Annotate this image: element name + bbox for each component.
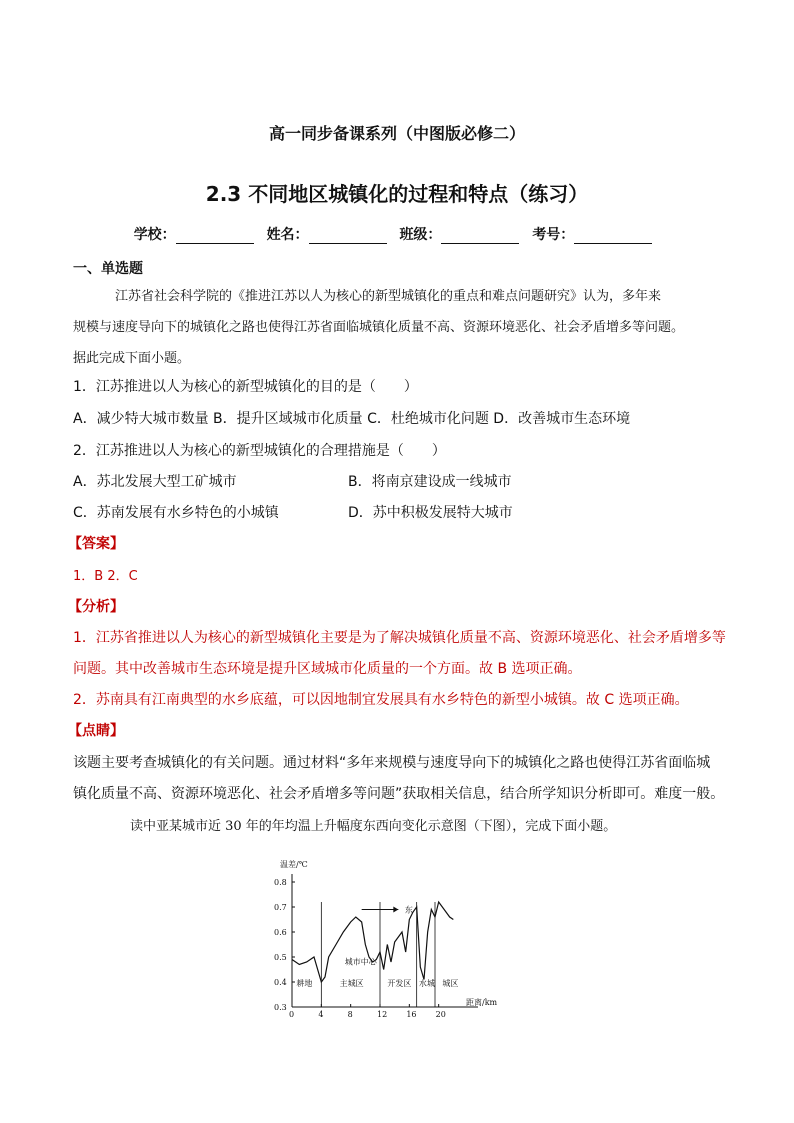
east-arrow-head: [393, 907, 398, 913]
question-2-option-c: C．苏南发展有水乡特色的小城镇: [73, 505, 279, 521]
exam-number-label: 考号：: [532, 227, 575, 243]
class-label: 班级：: [399, 227, 442, 243]
question-1-stem: 1．江苏推进以人为核心的新型城镇化的目的是（ ）: [73, 379, 418, 395]
name-blank[interactable]: [309, 229, 387, 244]
question-2-option-d: D．苏中积极发展特大城市: [348, 505, 513, 521]
material-2: 读中亚某城市近 30 年的年均温上升幅度东西向变化示意图（下图），完成下面小题。: [130, 819, 617, 834]
question-2-stem: 2．江苏推进以人为核心的新型城镇化的合理措施是（ ）: [73, 443, 446, 459]
analysis-line-3: 2．苏南具有江南典型的水乡底蕴，可以因地制宜发展具有水乡特色的新型小城镇。故 C 选项正确。: [73, 692, 689, 708]
x-tick-label: 4: [318, 1010, 324, 1019]
material-line-3: 据此完成下面小题。: [73, 351, 191, 366]
series-title: 高一同步备课系列（中图版必修二）: [268, 124, 525, 143]
question-2-option-b: B．将南京建设成一线城市: [348, 474, 512, 490]
question-2-option-a: A．苏北发展大型工矿城市: [73, 474, 237, 490]
comment-tag: 【点睛】: [68, 723, 124, 739]
y-tick-label: 0.6: [274, 928, 287, 937]
student-info-row: [0, 224, 794, 244]
page-title: 2.3 不同地区城镇化的过程和特点（练习）: [205, 182, 589, 206]
y-tick-label: 0.7: [274, 903, 287, 912]
x-tick-label: 12: [377, 1010, 388, 1019]
center-label: 城市中心: [344, 957, 377, 967]
material-line-1: 江苏省社会科学院的《推进江苏以人为核心的新型城镇化的重点和难点问题研究》认为，多年来: [115, 289, 662, 304]
zone-label: 城区: [442, 978, 459, 988]
temperature-series-line: [292, 902, 453, 982]
answer-tag: 【答案】: [68, 536, 124, 552]
y-tick-label: 0.8: [274, 878, 287, 887]
x-tick-label: 0: [289, 1010, 295, 1019]
answer-text: 1．B 2．C: [73, 569, 138, 584]
zone-label: 耕地: [296, 978, 313, 988]
chart-svg: [268, 852, 518, 1022]
y-axis-label: 温差/℃: [280, 860, 308, 869]
question-1-options: A．减少特大城市数量 B．提升区域城市化质量 C．杜绝城市化问题 D．改善城市生态环境: [73, 411, 631, 427]
section-heading: 一、单选题: [73, 261, 143, 277]
comment-line-1: 该题主要考查城镇化的有关问题。通过材料“多年来规模与速度导向下的城镇化之路也使得江苏省面临城: [73, 755, 711, 771]
analysis-line-2: 问题。其中改善城市生态环境是提升区域城市化质量的一个方面。故 B 选项正确。: [73, 661, 582, 677]
y-tick-label: 0.3: [274, 1003, 287, 1012]
x-tick-label: 8: [347, 1010, 353, 1019]
east-label: 东: [404, 905, 413, 915]
y-tick-label: 0.5: [274, 953, 287, 962]
analysis-tag: 【分析】: [68, 599, 124, 615]
material-line-2: 规模与速度导向下的城镇化之路也使得江苏省面临城镇化质量不高、资源环境恶化、社会矛盾增多等问题。: [73, 320, 685, 335]
comment-line-2: 镇化质量不高、资源环境恶化、社会矛盾增多等问题”获取相关信息，结合所学知识分析即可。难度一般。: [73, 786, 725, 802]
zone-label: 开发区: [387, 978, 412, 988]
x-tick-label: 16: [406, 1010, 417, 1019]
school-label: 学校：: [133, 227, 176, 243]
zone-label: 水城: [418, 978, 435, 988]
name-label: 姓名：: [266, 227, 309, 243]
class-blank[interactable]: [441, 229, 519, 244]
x-axis-label: 距离/km: [466, 998, 498, 1007]
analysis-line-1: 1．江苏省推进以人为核心的新型城镇化主要是为了解决城镇化质量不高、资源环境恶化、社会矛盾增多等: [73, 630, 726, 646]
temperature-chart: [268, 852, 518, 1022]
y-tick-label: 0.4: [274, 978, 287, 987]
zone-label: 主城区: [339, 978, 364, 988]
school-blank[interactable]: [176, 229, 254, 244]
exam-number-blank[interactable]: [574, 229, 652, 244]
x-tick-label: 20: [435, 1010, 446, 1019]
